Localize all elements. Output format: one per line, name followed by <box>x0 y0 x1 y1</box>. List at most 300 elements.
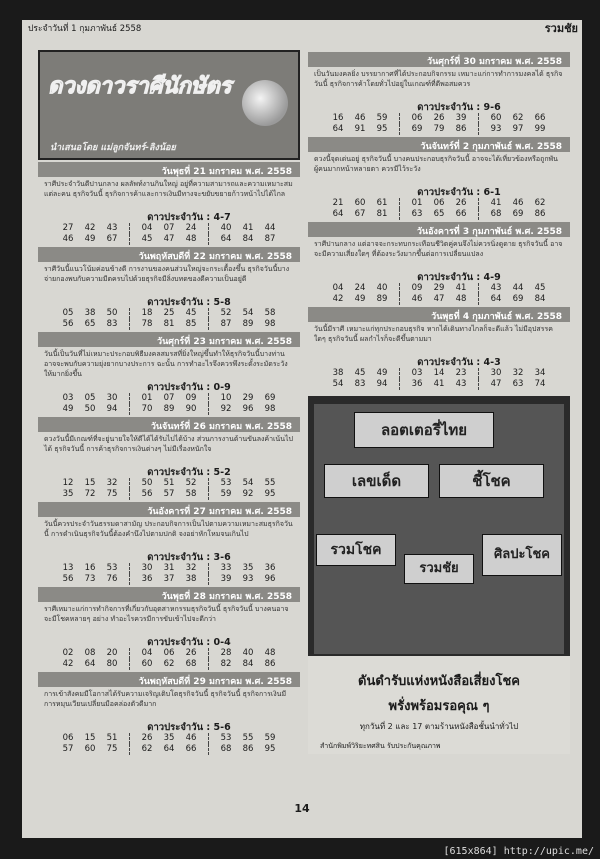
lucky-number-line <box>38 464 300 478</box>
lucky-pair: 83 <box>106 319 118 329</box>
lucky-pair: 06 <box>433 198 445 208</box>
day-section <box>38 162 300 245</box>
number-group <box>57 478 123 489</box>
day-heading: วันพฤหัสบดีที่ 22 มกราคม พ.ศ. 2558 <box>38 247 300 262</box>
lucky-pair: 95 <box>376 124 388 134</box>
magazine-cover: ลอตเตอรี่ไทย <box>354 412 494 448</box>
lucky-pair: 51 <box>106 733 118 743</box>
lucky-label: ดาวประจำวัน : <box>417 272 481 283</box>
dashed-divider <box>208 659 209 670</box>
number-group <box>327 294 393 305</box>
day-heading: วันศุกร์ที่ 23 มกราคม พ.ศ. 2558 <box>38 332 300 347</box>
lucky-pair: 66 <box>185 744 197 754</box>
number-group <box>136 489 202 500</box>
column-banner <box>38 50 300 160</box>
lucky-number-line <box>38 634 300 648</box>
number-group <box>136 308 202 319</box>
day-heading: วันศุกร์ที่ 30 มกราคม พ.ศ. 2558 <box>308 52 570 67</box>
dashed-divider <box>399 198 400 209</box>
lucky-pair: 05 <box>62 308 74 318</box>
lucky-pair: 09 <box>185 393 197 403</box>
lucky-pair: 56 <box>141 489 153 499</box>
number-group <box>136 744 202 755</box>
lucky-pair: 64 <box>84 659 96 669</box>
lucky-pair: 48 <box>455 294 467 304</box>
ad-headline: ดันดำรับแห่งหนังสือเสี่ยงโชค <box>358 674 520 689</box>
number-group <box>136 659 202 670</box>
lucky-pair: 20 <box>106 648 118 658</box>
lucky-pair: 63 <box>411 209 423 219</box>
dashed-divider <box>399 368 400 379</box>
lucky-pair: 69 <box>512 294 524 304</box>
number-group <box>485 379 551 390</box>
number-row <box>38 478 300 489</box>
day-section <box>308 137 570 220</box>
dashed-divider <box>478 124 479 135</box>
dashed-divider <box>478 113 479 124</box>
watermark-text: [615x864] http://upic.me/ <box>443 846 594 857</box>
dashed-divider <box>478 368 479 379</box>
lucky-pair: 66 <box>534 113 546 123</box>
lucky-number: 5-8 <box>213 297 231 308</box>
dashed-divider <box>129 234 130 245</box>
dashed-divider <box>129 744 130 755</box>
lucky-pair: 04 <box>141 648 153 658</box>
lucky-pair: 42 <box>332 294 344 304</box>
dashed-divider <box>399 209 400 220</box>
day-section <box>38 247 300 330</box>
lucky-pair: 82 <box>220 659 232 669</box>
lucky-pair: 37 <box>163 574 175 584</box>
lucky-pair: 46 <box>354 113 366 123</box>
lucky-label: ดาวประจำวัน : <box>417 102 481 113</box>
number-group <box>406 368 472 379</box>
lucky-pair: 83 <box>354 379 366 389</box>
lucky-pair: 49 <box>62 404 74 414</box>
number-group <box>57 659 123 670</box>
lucky-pair: 79 <box>433 124 445 134</box>
number-group <box>215 744 281 755</box>
dashed-divider <box>129 574 130 585</box>
day-section <box>38 417 300 500</box>
magazine-cover: เลขเด็ด <box>324 464 429 498</box>
lucky-pair: 78 <box>141 319 153 329</box>
number-group <box>215 404 281 415</box>
lucky-pair: 75 <box>106 489 118 499</box>
lucky-number: 9-6 <box>483 102 501 113</box>
number-row <box>38 234 300 245</box>
lucky-pair: 92 <box>220 404 232 414</box>
number-row <box>38 319 300 330</box>
owl-illustration-icon <box>242 80 288 126</box>
lucky-pair: 38 <box>185 574 197 584</box>
horoscope-text: ราศีวันนี้แนวโน้มค่อนข้างดี การงานของคนส่วนใหญ่จะกระเตื้องขึ้น ธุรกิจวันนี้บางจ่ายกองพบกับความมีตครบไปด้วยธุรกิจมีลิ่งบทดของดีความเป็นอยู่ดี <box>44 265 290 283</box>
dashed-divider <box>478 283 479 294</box>
lucky-pair: 84 <box>534 294 546 304</box>
lucky-pair: 26 <box>185 648 197 658</box>
lucky-pair: 87 <box>264 234 276 244</box>
magazine-cover: ชี้โชค <box>439 464 544 498</box>
dashed-divider <box>129 648 130 659</box>
number-row <box>308 294 570 305</box>
lucky-pair: 15 <box>84 478 96 488</box>
number-group <box>57 223 123 234</box>
lucky-pair: 56 <box>62 574 74 584</box>
lucky-number-line <box>308 354 570 368</box>
number-group <box>136 478 202 489</box>
lucky-pair: 42 <box>84 223 96 233</box>
dashed-divider <box>478 209 479 220</box>
lucky-pair: 92 <box>242 489 254 499</box>
lucky-pair: 35 <box>62 489 74 499</box>
lucky-pair: 27 <box>62 223 74 233</box>
right-column <box>308 50 570 754</box>
page-header <box>28 20 578 36</box>
number-group <box>327 283 393 294</box>
horoscope-text: การเข้าสังคมมีโอกาสได้รับความเจริญเติบโตธุรกิจวันนี้ ธุรกิจวันนี้ ธุรกิจการเงินมีการหมุนเวียนเปลี่ยนมือคล่องตัวดีมาก <box>44 690 287 708</box>
day-section <box>38 332 300 415</box>
lucky-pair: 48 <box>264 648 276 658</box>
lucky-pair: 55 <box>264 478 276 488</box>
lucky-pair: 08 <box>84 648 96 658</box>
lucky-pair: 95 <box>264 744 276 754</box>
lucky-pair: 31 <box>163 563 175 573</box>
lucky-pair: 45 <box>141 234 153 244</box>
lucky-pair: 36 <box>264 563 276 573</box>
day-heading: วันจันทร์ที่ 2 กุมภาพันธ์ พ.ศ. 2558 <box>308 137 570 152</box>
lucky-pair: 60 <box>354 198 366 208</box>
header-date: ประจำวันที่ 1 กุมภาพันธ์ 2558 <box>28 24 142 34</box>
lucky-pair: 49 <box>376 368 388 378</box>
dashed-divider <box>208 563 209 574</box>
lucky-pair: 01 <box>141 393 153 403</box>
number-group <box>485 283 551 294</box>
right-day-sections <box>308 52 570 390</box>
lucky-pair: 84 <box>242 659 254 669</box>
lucky-pair: 59 <box>264 733 276 743</box>
lucky-pair: 50 <box>84 404 96 414</box>
lucky-pair: 46 <box>62 234 74 244</box>
number-group <box>485 368 551 379</box>
number-group <box>215 308 281 319</box>
number-group <box>57 308 123 319</box>
lucky-pair: 30 <box>490 368 502 378</box>
lucky-pair: 98 <box>264 319 276 329</box>
lucky-pair: 39 <box>220 574 232 584</box>
dashed-divider <box>478 294 479 305</box>
lucky-number: 5-2 <box>213 467 231 478</box>
lucky-pair: 43 <box>490 283 502 293</box>
number-group <box>136 574 202 585</box>
number-group <box>136 319 202 330</box>
lucky-pair: 04 <box>332 283 344 293</box>
lucky-pair: 64 <box>220 234 232 244</box>
lucky-pair: 56 <box>62 319 74 329</box>
number-group <box>406 209 472 220</box>
lucky-pair: 46 <box>512 198 524 208</box>
lucky-pair: 68 <box>185 659 197 669</box>
lucky-pair: 07 <box>163 393 175 403</box>
lucky-number-line <box>38 209 300 223</box>
lucky-pair: 52 <box>185 478 197 488</box>
number-row <box>38 659 300 670</box>
dashed-divider <box>208 234 209 245</box>
lucky-pair: 26 <box>433 113 445 123</box>
number-group <box>136 234 202 245</box>
dashed-divider <box>208 574 209 585</box>
number-group <box>215 489 281 500</box>
lucky-pair: 69 <box>411 124 423 134</box>
dashed-divider <box>208 308 209 319</box>
lucky-label: ดาวประจำวัน : <box>147 297 211 308</box>
horoscope-text: วันนี้ควรประจำวันธรรมดาสามัญ ประกอบกิจการเป็นไปตามความเหมาะสมธุรกิจวันนี้ การดำเนินธุรกิจวันนี้ต้องคำนึงไปตามปกติ จงอย่าหักโหมจนเกินไป <box>44 520 293 538</box>
number-group <box>406 379 472 390</box>
lucky-pair: 21 <box>332 198 344 208</box>
lucky-pair: 44 <box>512 283 524 293</box>
number-row <box>308 283 570 294</box>
lucky-pair: 36 <box>411 379 423 389</box>
lucky-pair: 55 <box>242 733 254 743</box>
lucky-pair: 89 <box>163 404 175 414</box>
lucky-pair: 65 <box>433 209 445 219</box>
lucky-pair: 53 <box>106 563 118 573</box>
lucky-pair: 60 <box>141 659 153 669</box>
lucky-pair: 75 <box>106 744 118 754</box>
lucky-pair: 64 <box>332 209 344 219</box>
lucky-pair: 60 <box>490 113 502 123</box>
number-group <box>215 319 281 330</box>
day-section <box>308 222 570 305</box>
number-group <box>136 648 202 659</box>
dashed-divider <box>399 113 400 124</box>
number-row <box>38 404 300 415</box>
lucky-pair: 47 <box>163 234 175 244</box>
lucky-pair: 03 <box>62 393 74 403</box>
lucky-pair: 89 <box>376 294 388 304</box>
day-heading: วันอังคารที่ 3 กุมภาพันธ์ พ.ศ. 2558 <box>308 222 570 237</box>
magazine-cover: รวมโชค <box>316 534 396 566</box>
number-row <box>308 198 570 209</box>
number-group <box>406 198 472 209</box>
number-group <box>406 294 472 305</box>
lucky-pair: 95 <box>264 489 276 499</box>
dashed-divider <box>208 393 209 404</box>
lucky-number: 4-7 <box>213 212 231 223</box>
left-column <box>38 50 300 755</box>
lucky-pair: 01 <box>411 198 423 208</box>
number-group <box>215 478 281 489</box>
lucky-pair: 43 <box>455 379 467 389</box>
number-group <box>136 404 202 415</box>
lucky-pair: 62 <box>141 744 153 754</box>
lucky-pair: 62 <box>163 659 175 669</box>
lucky-pair: 60 <box>84 744 96 754</box>
lucky-pair: 43 <box>106 223 118 233</box>
lucky-pair: 64 <box>332 124 344 134</box>
magazine-cover: ศิลปะโชค <box>482 534 562 576</box>
number-group <box>57 489 123 500</box>
day-heading: วันพุธที่ 21 มกราคม พ.ศ. 2558 <box>38 162 300 177</box>
lucky-pair: 94 <box>106 404 118 414</box>
lucky-pair: 23 <box>455 368 467 378</box>
ad-publisher: สำนักพิมพ์วิริยะทศสิน รับประกันคุณภาพ <box>320 742 441 750</box>
lucky-number-line <box>308 99 570 113</box>
number-row <box>38 563 300 574</box>
lucky-pair: 62 <box>534 198 546 208</box>
number-group <box>327 198 393 209</box>
lucky-pair: 59 <box>220 489 232 499</box>
number-group <box>406 124 472 135</box>
lucky-label: ดาวประจำวัน : <box>417 187 481 198</box>
number-group <box>327 368 393 379</box>
lucky-pair: 53 <box>220 478 232 488</box>
lucky-pair: 42 <box>62 659 74 669</box>
dashed-divider <box>129 223 130 234</box>
lucky-pair: 64 <box>490 294 502 304</box>
dashed-divider <box>208 648 209 659</box>
number-row <box>308 209 570 220</box>
lucky-pair: 35 <box>163 733 175 743</box>
lucky-pair: 93 <box>242 574 254 584</box>
header-brand: รวมชัย <box>544 22 578 35</box>
day-heading: วันจันทร์ที่ 26 มกราคม พ.ศ. 2558 <box>38 417 300 432</box>
lucky-pair: 15 <box>84 733 96 743</box>
horoscope-text: ราศีประจำวันดีปานกลาง ผลลัพท์งานกินใหญ่ อยู่ที่ความสามารถและความเหมาะสมแต่ละคน ธุรกิจวันนี้ ธุรกิจการค้าและการเงินมีทางจะขยับขยายก้าวหน้าไปได้ไกล <box>44 180 293 198</box>
lucky-pair: 80 <box>106 659 118 669</box>
lucky-pair: 41 <box>242 223 254 233</box>
lucky-pair: 14 <box>433 368 445 378</box>
number-group <box>57 648 123 659</box>
number-group <box>57 234 123 245</box>
lucky-pair: 41 <box>433 379 445 389</box>
dashed-divider <box>129 308 130 319</box>
number-group <box>57 574 123 585</box>
lucky-pair: 86 <box>242 744 254 754</box>
number-row <box>38 744 300 755</box>
number-group <box>136 393 202 404</box>
lucky-pair: 54 <box>332 379 344 389</box>
horoscope-text: ดวงนี้จุดเด่นอยู่ ธุรกิจวันนี้ บางคนประกอบธุรกิจวันนี้ อาจจะได้เที่ยวข้องหรือถูกพันผู้คนมากหน้าหลายตา ควรมีไว้ระวัง <box>314 155 558 173</box>
number-group <box>327 124 393 135</box>
lucky-pair: 86 <box>455 124 467 134</box>
lucky-pair: 50 <box>106 308 118 318</box>
number-group <box>485 209 551 220</box>
lucky-pair: 58 <box>185 489 197 499</box>
lucky-pair: 07 <box>163 223 175 233</box>
day-section <box>308 52 570 135</box>
number-row <box>308 368 570 379</box>
lucky-pair: 10 <box>220 393 232 403</box>
lucky-number-line <box>38 549 300 563</box>
lucky-pair: 32 <box>185 563 197 573</box>
page-number: 14 <box>294 802 310 815</box>
lucky-label: ดาวประจำวัน : <box>147 467 211 478</box>
number-row <box>308 113 570 124</box>
dashed-divider <box>478 198 479 209</box>
lucky-pair: 84 <box>242 234 254 244</box>
lucky-pair: 40 <box>220 223 232 233</box>
lucky-number-line <box>38 379 300 393</box>
lucky-pair: 16 <box>332 113 344 123</box>
day-heading: วันพุธที่ 4 กุมภาพันธ์ พ.ศ. 2558 <box>308 307 570 322</box>
lucky-number-line <box>38 294 300 308</box>
lucky-pair: 13 <box>62 563 74 573</box>
lucky-pair: 54 <box>242 308 254 318</box>
lucky-pair: 48 <box>185 234 197 244</box>
lucky-pair: 72 <box>84 489 96 499</box>
lucky-pair: 90 <box>185 404 197 414</box>
lucky-pair: 26 <box>141 733 153 743</box>
magazine-cover: รวมชัย <box>404 554 474 584</box>
number-group <box>485 198 551 209</box>
lucky-pair: 98 <box>264 404 276 414</box>
number-group <box>57 319 123 330</box>
dashed-divider <box>399 283 400 294</box>
number-group <box>215 234 281 245</box>
lucky-pair: 54 <box>242 478 254 488</box>
dashed-divider <box>399 124 400 135</box>
lucky-pair: 76 <box>106 574 118 584</box>
lucky-pair: 70 <box>141 404 153 414</box>
lucky-pair: 69 <box>264 393 276 403</box>
number-row <box>38 648 300 659</box>
lucky-pair: 40 <box>376 283 388 293</box>
day-section <box>38 587 300 670</box>
lucky-pair: 67 <box>354 209 366 219</box>
lucky-pair: 87 <box>220 319 232 329</box>
lucky-pair: 85 <box>185 319 197 329</box>
lucky-pair: 45 <box>534 283 546 293</box>
lucky-pair: 93 <box>490 124 502 134</box>
left-day-sections <box>38 162 300 755</box>
number-row <box>38 308 300 319</box>
lucky-pair: 41 <box>455 283 467 293</box>
lucky-pair: 47 <box>490 379 502 389</box>
dashed-divider <box>208 223 209 234</box>
dashed-divider <box>208 744 209 755</box>
dashed-divider <box>129 404 130 415</box>
lucky-pair: 50 <box>141 478 153 488</box>
lucky-pair: 29 <box>242 393 254 403</box>
dashed-divider <box>208 733 209 744</box>
horoscope-text: วันนี้เป็นวันที่ไม่เหมาะประกอบพิธีมงคลสมรสที่ยิ่งใหญ่ขึ้นทำให้ธุรกิจวันนี้บางท่านอาจจะพบกับความยุ่งยากบางประการ ฉะนั้น การทำอะไรจึงควรพึงระดั้งระมัดระวังให้มากยิ่งขึ้น <box>44 350 288 378</box>
lucky-label: ดาวประจำวัน : <box>147 637 211 648</box>
number-group <box>327 209 393 220</box>
lucky-pair: 46 <box>185 733 197 743</box>
lucky-pair: 25 <box>163 308 175 318</box>
lucky-pair: 61 <box>376 198 388 208</box>
dashed-divider <box>478 379 479 390</box>
lucky-pair: 28 <box>220 648 232 658</box>
lucky-pair: 03 <box>411 368 423 378</box>
lucky-label: ดาวประจำวัน : <box>417 357 481 368</box>
day-section <box>38 672 300 755</box>
dashed-divider <box>129 659 130 670</box>
lucky-pair: 59 <box>376 113 388 123</box>
number-row <box>38 393 300 404</box>
lucky-pair: 68 <box>490 209 502 219</box>
lucky-pair: 06 <box>163 648 175 658</box>
lucky-pair: 24 <box>354 283 366 293</box>
lucky-pair: 89 <box>242 319 254 329</box>
magazine-page <box>22 20 582 838</box>
horoscope-text: ราศีเหมาะแก่การทำกิจการที่เกี่ยวกับอุตสาหกรรมธุรกิจวันนี้ ธุรกิจวันนี้ บางคนอาจจะมีโชคหลายๆ อย่าง ทำอะไรควรมีการขับเข้าไปจะดีกว่า <box>44 605 289 623</box>
lucky-number-line <box>308 184 570 198</box>
advertisement <box>308 396 570 754</box>
lucky-number: 4-9 <box>483 272 501 283</box>
number-group <box>215 648 281 659</box>
lucky-pair: 97 <box>512 124 524 134</box>
